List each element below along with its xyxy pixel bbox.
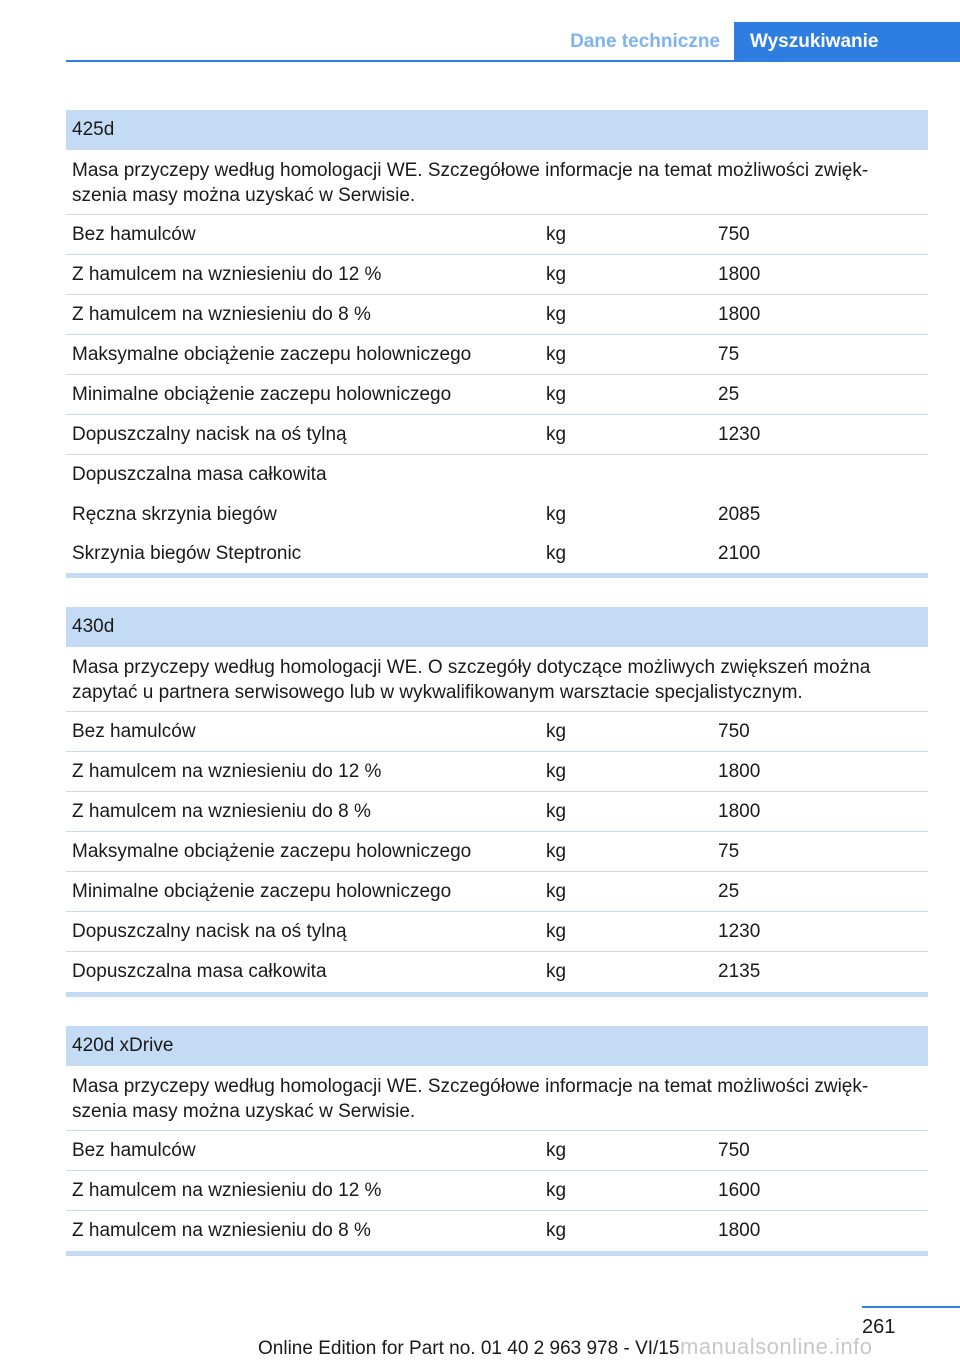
table-row [66,535,928,573]
row-label: Maksymalne obciążenie zaczepu holowniczego [72,344,472,365]
page-header [0,0,960,62]
row-label: Dopuszczalna masa całkowita [72,464,327,485]
row-unit: kg [546,721,567,742]
table-model-header: 425d [66,110,928,150]
edition-text: Online Edition for Part no. 01 40 2 963 978 - VI/15 [258,1338,680,1359]
spec-table-430d [66,607,928,997]
row-unit: kg [546,384,567,405]
row-label: Bez hamulców [72,721,196,742]
row-unit: kg [546,881,567,902]
row-unit: kg [546,504,567,525]
row-unit: kg [546,761,567,782]
table-row [66,455,928,495]
row-value: 750 [718,721,750,742]
row-unit: kg [546,961,567,982]
row-unit: kg [546,224,567,245]
row-value: 1800 [718,1220,761,1241]
table-note: Masa przyczepy według homologacji WE. Szczegółowe informacje na temat możliwości zwięk- szenia masy można uzyskać w Serwisie. [66,150,928,215]
row-value: 2100 [718,543,761,564]
row-value: 750 [718,1140,750,1161]
row-label: Minimalne obciążenie zaczepu holowniczego [72,384,452,405]
header-rule [66,60,960,62]
table-model-header: 420d xDrive [66,1026,928,1066]
row-label: Z hamulcem na wzniesieniu do 8 % [72,1220,371,1241]
row-label: Z hamulcem na wzniesieniu do 12 % [72,761,382,782]
row-value: 1800 [718,264,761,285]
row-unit: kg [546,543,567,564]
table-row [66,255,928,295]
table-row [66,1131,928,1171]
table-bottom-rule [66,573,928,578]
row-label: Minimalne obciążenie zaczepu holowniczego [72,881,452,902]
header-search-tab[interactable]: Wyszukiwanie [734,22,960,60]
footer-rule [862,1306,960,1308]
row-label: Dopuszczalny nacisk na oś tylną [72,424,347,445]
row-unit: kg [546,344,567,365]
table-row [66,832,928,872]
row-unit: kg [546,801,567,822]
table-row [66,295,928,335]
row-value: 2085 [718,504,761,525]
row-value: 75 [718,344,740,365]
row-value: 1800 [718,761,761,782]
table-row [66,335,928,375]
table-model-header: 430d [66,607,928,647]
table-row [66,215,928,255]
row-unit: kg [546,1220,567,1241]
spec-table-420d-xdrive [66,1026,928,1256]
table-row [66,952,928,992]
row-unit: kg [546,304,567,325]
row-label: Bez hamulców [72,1140,196,1161]
row-label: Bez hamulców [72,224,196,245]
row-label: Dopuszczalna masa całkowita [72,961,327,982]
row-label: Skrzynia biegów Steptronic [72,543,302,564]
row-value: 1230 [718,921,761,942]
row-unit: kg [546,921,567,942]
row-label: Maksymalne obciążenie zaczepu holowniczego [72,841,472,862]
table-row [66,375,928,415]
row-value: 1800 [718,801,761,822]
row-unit: kg [546,424,567,445]
watermark-text: manualsonline.info [680,1334,873,1359]
table-row [66,912,928,952]
spec-table-425d [66,110,928,578]
table-row [66,1171,928,1211]
row-value: 750 [718,224,750,245]
row-value: 25 [718,384,740,405]
table-row [66,415,928,455]
table-bottom-rule [66,992,928,997]
row-label: Dopuszczalny nacisk na oś tylną [72,921,347,942]
table-bottom-rule [66,1251,928,1256]
row-value: 2135 [718,961,761,982]
row-label: Z hamulcem na wzniesieniu do 12 % [72,1180,382,1201]
row-value: 1230 [718,424,761,445]
table-row [66,1211,928,1251]
row-value: 25 [718,881,740,902]
row-label: Ręczna skrzynia biegów [72,504,277,525]
row-value: 75 [718,841,740,862]
row-unit: kg [546,1140,567,1161]
table-row [66,752,928,792]
table-row [66,792,928,832]
page-number: 261 [862,1316,896,1338]
row-label: Z hamulcem na wzniesieniu do 8 % [72,801,371,822]
table-note: Masa przyczepy według homologacji WE. O szczegóły dotyczące możliwych zwiększeń można zapytać u partnera serwisowego lub w wykwalifikowanym warsztacie specjalistycznym. [66,647,928,712]
table-row [66,495,928,535]
row-value: 1800 [718,304,761,325]
table-row [66,872,928,912]
row-value: 1600 [718,1180,761,1201]
row-unit: kg [546,264,567,285]
table-row [66,712,928,752]
row-label: Z hamulcem na wzniesieniu do 12 % [72,264,382,285]
row-unit: kg [546,841,567,862]
header-section-label[interactable]: Dane techniczne [570,31,720,52]
row-label: Z hamulcem na wzniesieniu do 8 % [72,304,371,325]
table-note: Masa przyczepy według homologacji WE. Szczegółowe informacje na temat możliwości zwięk- szenia masy można uzyskać w Serwisie. [66,1066,928,1131]
row-unit: kg [546,1180,567,1201]
